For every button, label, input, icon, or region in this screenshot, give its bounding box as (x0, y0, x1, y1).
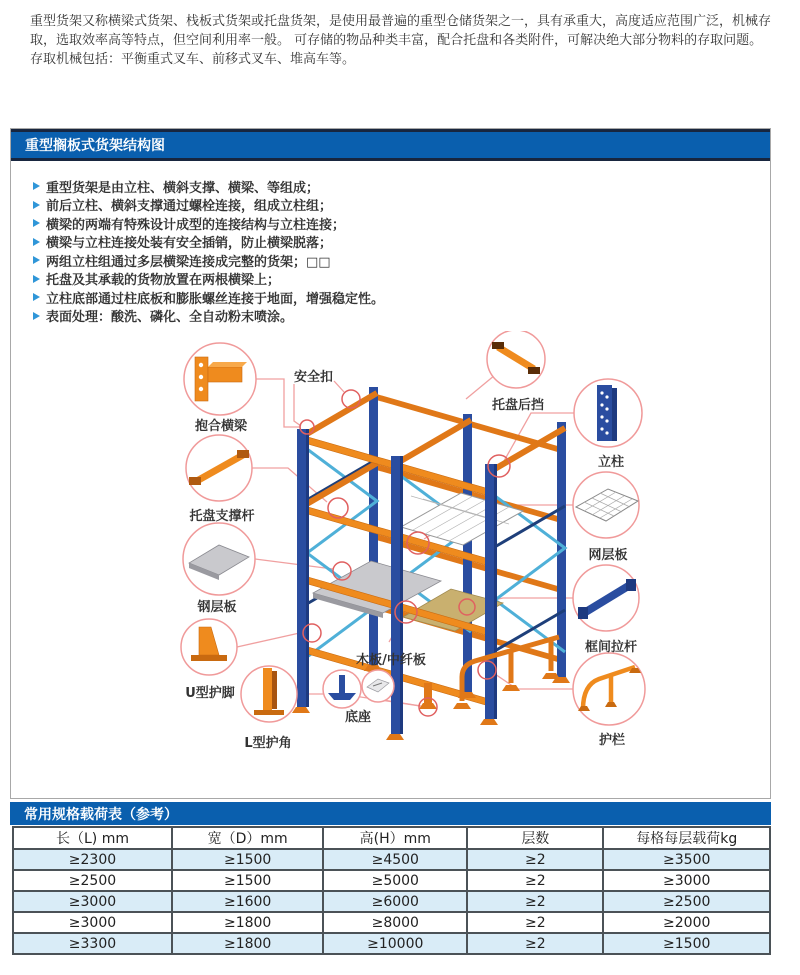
list-item (33, 307, 733, 326)
table-row (13, 849, 770, 870)
col-header-load: 每格每层载荷kg (603, 827, 770, 849)
triangle-bullet-icon (33, 293, 40, 301)
table-row (13, 933, 770, 954)
pallet-back-stop-label: 托盘后挡 (491, 398, 545, 413)
table-cell: ≥1800 (172, 933, 323, 954)
wood-board-label: 木板/中纤板 (356, 653, 426, 668)
list-item (33, 233, 733, 252)
callout-steel-shelf (183, 523, 255, 595)
table-cell: ≥8000 (323, 912, 467, 933)
table-cell: ≥2 (467, 933, 603, 954)
hugging-beam-label: 抱合横梁 (194, 419, 248, 434)
bullet-text: 托盘及其承载的货物放置在两根横梁上； (46, 273, 281, 289)
table-header-row (13, 827, 770, 849)
table-cell: ≥2 (467, 912, 603, 933)
intro-text (30, 13, 772, 70)
bullet-text: 立柱底部通过柱底板和膨胀螺丝连接于地面，增强稳定性。 (46, 291, 385, 307)
safety-buckle-label: 安全扣 (294, 370, 334, 385)
intro-paragraph-2: 存取机械包括：平衡重式叉车、前移式叉车、堆高车等。 (30, 51, 356, 67)
list-item (33, 288, 733, 307)
table-cell: ≥3300 (13, 933, 172, 954)
table-cell: ≥3500 (603, 849, 770, 870)
table-cell: ≥1600 (172, 891, 323, 912)
col-header-layers: 层数 (467, 827, 603, 849)
structure-section (10, 128, 771, 799)
l-corner-guard-label: L型护角 (244, 736, 292, 751)
table-row (13, 891, 770, 912)
table-cell: ≥10000 (323, 933, 467, 954)
bullet-text: 前后立柱、横斜支撑通过螺栓连接，组成立柱组； (46, 199, 333, 215)
table-cell: ≥2500 (13, 870, 172, 891)
table-cell: ≥3000 (13, 912, 172, 933)
table-cell: ≥1500 (172, 870, 323, 891)
triangle-bullet-icon (33, 182, 40, 190)
triangle-bullet-icon (33, 201, 40, 209)
upright-column-label: 立柱 (597, 455, 625, 470)
pallet-support-bar-label: 托盘支撑杆 (189, 509, 255, 524)
structure-section-title: 重型搁板式货架结构图 (25, 138, 165, 154)
triangle-bullet-icon (33, 256, 40, 264)
list-item (33, 214, 733, 233)
table-cell: ≥1500 (172, 849, 323, 870)
callout-mesh-shelf (573, 472, 639, 538)
table-cell: ≥5000 (323, 870, 467, 891)
bullet-text: 表面处理：酸洗、磷化、全自动粉末喷涂。 (46, 310, 294, 326)
list-item (33, 196, 733, 215)
table-cell: ≥2000 (603, 912, 770, 933)
col-header-width: 宽（D）mm (172, 827, 323, 849)
rack-diagram-drawing (11, 331, 770, 797)
spec-section-title-bar (10, 802, 771, 825)
table-cell: ≥3000 (603, 870, 770, 891)
mesh-shelf-label: 网层板 (588, 548, 628, 563)
mesh-shelf-panel (401, 493, 523, 545)
spec-table (12, 826, 771, 955)
callout-base-plate (323, 670, 394, 708)
table-cell: ≥3000 (13, 891, 172, 912)
triangle-bullet-icon (33, 275, 40, 283)
structure-section-title-bar (11, 129, 770, 161)
callout-pallet-back-stop (487, 331, 545, 388)
table-cell: ≥6000 (323, 891, 467, 912)
rack-structure-diagram (11, 331, 770, 797)
callout-guardrail (573, 653, 645, 725)
list-item (33, 251, 733, 270)
list-item (33, 177, 733, 196)
bullet-text: 横梁的两端有特殊设计成型的连接结构与立柱连接； (46, 217, 346, 233)
guardrail-label: 护栏 (598, 733, 626, 748)
table-row (13, 912, 770, 933)
u-foot-guard-label: U型护脚 (185, 686, 235, 701)
base-label: 底座 (344, 710, 372, 725)
callout-pallet-support-bar (186, 435, 252, 501)
col-header-height: 高(H）mm (323, 827, 467, 849)
table-cell: ≥1500 (603, 933, 770, 954)
callout-upright-column (574, 379, 642, 447)
table-cell: ≥2 (467, 891, 603, 912)
table-cell: ≥2300 (13, 849, 172, 870)
frame-tie-rod-label: 框间拉杆 (584, 640, 638, 655)
table-row (13, 870, 770, 891)
callout-hugging-beam (184, 343, 256, 415)
triangle-bullet-icon (33, 238, 40, 246)
table-cell: ≥2500 (603, 891, 770, 912)
bullet-text: 重型货架是由立柱、横斜支撑、横梁、等组成； (46, 180, 320, 196)
table-cell: ≥1800 (172, 912, 323, 933)
callout-l-corner-guard (241, 666, 297, 722)
feature-bullet-list (33, 177, 733, 325)
table-cell: ≥2 (467, 849, 603, 870)
table-cell: ≥4500 (323, 849, 467, 870)
triangle-bullet-icon (33, 312, 40, 320)
bullet-text: 横梁与立柱连接处装有安全插销，防止横梁脱落； (46, 236, 333, 252)
intro-paragraph: 重型货架又称横梁式货架、栈板式货架或托盘货架，是使用最普遍的重型仓储货架之一，具有承重大，高度适应范围广泛，机械存取，选取效率高等特点，但空间利用率一般。 可存储的物品种类丰富，配合托盘和各类附件，可解决绝大部分物料的存取问题。 (30, 14, 772, 48)
steel-shelf-label: 钢层板 (197, 600, 237, 615)
list-item (33, 270, 733, 289)
table-cell: ≥2 (467, 870, 603, 891)
col-header-length: 长（L) mm (13, 827, 172, 849)
triangle-bullet-icon (33, 219, 40, 227)
callout-u-foot-guard (181, 619, 237, 675)
bullet-text: 两组立柱组通过多层横梁连接成完整的货架；□□ (46, 254, 331, 270)
callout-frame-tie-rod (573, 565, 639, 631)
spec-section-title: 常用规格载荷表（参考） (24, 806, 178, 823)
